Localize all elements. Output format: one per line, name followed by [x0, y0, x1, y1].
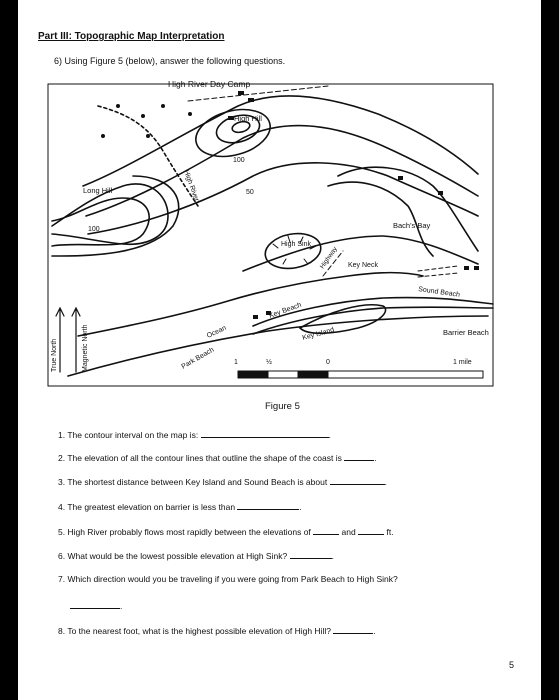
question-number: 7.: [58, 574, 66, 584]
question-tail: .: [331, 551, 334, 561]
bay-building: [398, 176, 403, 180]
scale-fill: [298, 371, 328, 378]
map-label-high-sink: High Sink: [281, 241, 311, 248]
scale-label-1: 1: [234, 359, 238, 366]
key-beach-building: [253, 315, 258, 319]
marsh-symbol: [116, 104, 120, 108]
question-4: [58, 500, 302, 512]
scale-fill: [238, 371, 268, 378]
bay-building: [438, 191, 443, 195]
question-6-intro: 6) Using Figure 5 (below), answer the following questions.: [54, 56, 286, 66]
question-text: The contour interval on the map is:: [67, 430, 199, 440]
question-number: 1.: [58, 430, 66, 440]
marsh-symbol: [161, 104, 165, 108]
map-label-key-beach: Key Beach: [268, 301, 303, 320]
marsh-symbol: [101, 134, 105, 138]
map-label-ocean: Ocean: [205, 324, 228, 340]
question-6: [58, 549, 334, 561]
question-3: [58, 475, 387, 487]
question-number: 2.: [58, 453, 66, 463]
answer-blank[interactable]: [290, 549, 332, 559]
map-label-high-river: High River: [182, 169, 200, 203]
map-label-highway: Highway: [318, 245, 339, 271]
question-mid: and: [341, 527, 356, 537]
answer-blank[interactable]: [333, 624, 376, 636]
topographic-map-svg: [38, 76, 508, 394]
question-tail: .: [328, 430, 331, 440]
map-label-true-north: True North: [51, 338, 58, 372]
question-number: 6.: [58, 551, 66, 561]
question-5: [58, 525, 394, 537]
high-sink-depression: [262, 229, 323, 272]
map-label-high-hill: High Hill: [234, 114, 262, 123]
question-tail: .: [299, 502, 302, 512]
camp-building: [238, 91, 244, 95]
question-number: 5.: [58, 527, 66, 537]
answer-blank-high[interactable]: [358, 525, 384, 535]
question-text: The greatest elevation on barrier is less than: [67, 502, 236, 512]
question-text: Which direction would you be traveling if you were going from Park Beach to High Sink?: [67, 574, 398, 584]
map-label-sound-beach: Sound Beach: [417, 286, 461, 299]
answer-blank[interactable]: [237, 500, 302, 512]
scale-bar: [238, 371, 483, 378]
answer-blank[interactable]: [70, 599, 123, 611]
question-text: To the nearest foot, what is the highest possible elevation of High Hill?: [67, 626, 331, 636]
question-text: The shortest distance between Key Island and Sound Beach is about: [67, 477, 328, 487]
scale-label-1-mile: 1 mile: [453, 359, 472, 366]
sound-beach-road: [418, 266, 458, 271]
map-label-magnetic-north: Magnetic North: [82, 324, 89, 372]
answer-blank[interactable]: [344, 451, 377, 463]
question-text: What would be the lowest possible elevation at High Sink?: [67, 551, 288, 561]
answer-blank-low[interactable]: [313, 525, 339, 535]
map-label-park-beach: Park Beach: [180, 346, 216, 371]
part-title: Part III: Topographic Map Interpretation: [38, 31, 225, 42]
north-arrows: [56, 308, 80, 372]
answer-blank[interactable]: [201, 428, 329, 438]
map-label-long-hill: Long Hill: [83, 186, 113, 195]
question-tail: .: [384, 477, 387, 487]
camp-building: [248, 98, 254, 102]
figure-caption: Figure 5: [265, 401, 300, 412]
question-7: [58, 574, 398, 584]
map-label-bachs-bay: Bach's Bay: [393, 221, 431, 230]
question-text: The elevation of all the contour lines that outline the shape of the coast is: [67, 453, 342, 463]
worksheet-page: [18, 0, 541, 700]
coastline: [338, 167, 478, 251]
contour-line: [86, 126, 478, 216]
question-tail: .: [374, 453, 377, 463]
question-7-answer-line: [70, 599, 122, 611]
marsh-symbol: [141, 114, 145, 118]
marsh-symbol: [188, 112, 192, 116]
map-label-contour-100-left: 100: [88, 226, 100, 233]
contour-line: [83, 96, 478, 186]
map-label-contour-100-top: 100: [233, 157, 245, 164]
sound-beach-building: [464, 266, 469, 270]
question-number: 4.: [58, 502, 66, 512]
high-hill-contour: [191, 102, 276, 164]
question-8: [58, 624, 376, 636]
map-label-barrier-beach: Barrier Beach: [443, 328, 489, 337]
contour-line: [52, 198, 149, 246]
question-1: [58, 428, 331, 440]
question-tail: ft.: [386, 527, 394, 537]
scale-label-half: ½: [266, 359, 272, 366]
question-text: High River probably flows most rapidly between the elevations of: [67, 527, 311, 537]
sound-beach-road: [418, 273, 458, 277]
map-label-contour-50: 50: [246, 189, 254, 196]
topographic-map-figure: [38, 76, 508, 394]
question-number: 3.: [58, 477, 66, 487]
question-tail: .: [373, 626, 376, 636]
sound-beach-building: [474, 266, 479, 270]
question-number: 8.: [58, 626, 66, 636]
map-label-high-river-day-camp: High River Day Camp: [168, 79, 251, 89]
marsh-symbol: [146, 134, 150, 138]
scale-label-0: 0: [326, 359, 330, 366]
page-number: 5: [509, 660, 515, 670]
question-2: [58, 451, 377, 463]
question-tail: .: [120, 601, 123, 611]
answer-blank[interactable]: [330, 475, 385, 485]
map-label-key-island: Key Island: [301, 326, 336, 342]
map-label-key-neck: Key Neck: [348, 262, 378, 269]
coastline: [328, 182, 433, 256]
